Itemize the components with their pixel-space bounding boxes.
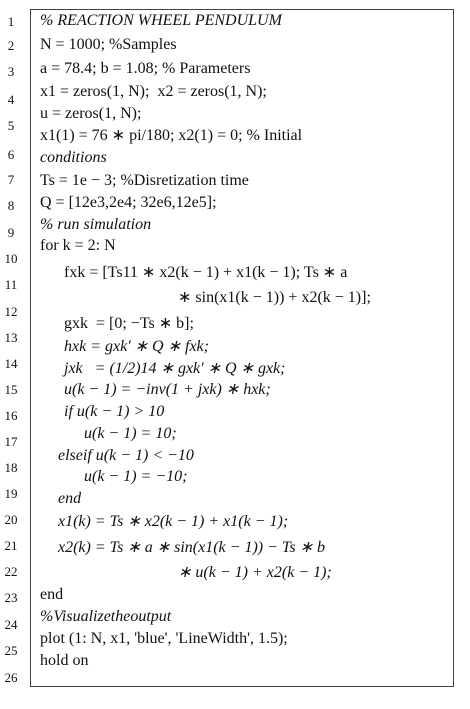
code-line: fxk = [Ts11 ∗ x2(k − 1) + x1(k − 1); Ts ∗ a <box>64 264 348 281</box>
code-line: hold on <box>40 652 89 669</box>
line-number: 23 <box>4 590 18 605</box>
code-line: u = zeros(1, N); <box>40 105 142 122</box>
line-number: 18 <box>4 460 18 475</box>
code-line: if u(k − 1) > 10 <box>64 403 165 420</box>
code-line-comment: conditions <box>40 149 107 166</box>
line-number: 19 <box>4 486 18 501</box>
code-line-comment: %Visualizetheoutput <box>40 608 172 625</box>
code-line: jxk = (1/2)14 ∗ gxk' ∗ Q ∗ gxk; <box>64 360 286 377</box>
code-line: for k = 2: N <box>40 237 116 254</box>
code-line: Ts = 1e − 3; %Disretization time <box>40 172 249 189</box>
code-line-comment: % REACTION WHEEL PENDULUM <box>40 12 282 29</box>
code-line: end <box>40 586 64 603</box>
line-number: 17 <box>4 434 18 449</box>
code-line: Q = [12e3,2e4; 32e6,12e5]; <box>40 194 217 211</box>
line-number: 24 <box>4 617 18 632</box>
code-line: u(k − 1) = 10; <box>84 425 177 442</box>
line-number: 26 <box>4 670 18 685</box>
line-number: 6 <box>7 147 15 162</box>
line-number: 14 <box>4 356 18 371</box>
code-line: u(k − 1) = −10; <box>84 468 188 485</box>
code-line: elseif u(k − 1) < −10 <box>58 447 194 464</box>
line-number: 9 <box>7 225 15 240</box>
line-number: 1 <box>7 14 15 29</box>
line-number: 2 <box>7 38 15 53</box>
code-line: x1(k) = Ts ∗ x2(k − 1) + x1(k − 1); <box>58 513 289 530</box>
line-number: 8 <box>7 198 15 213</box>
code-line: gxk = [0; −Ts ∗ b]; <box>64 315 194 332</box>
line-number: 11 <box>4 277 18 292</box>
code-line-comment: % run simulation <box>40 216 152 233</box>
line-number: 25 <box>4 643 18 658</box>
code-line: ∗ u(k − 1) + x2(k − 1); <box>178 564 332 581</box>
code-line: end <box>58 490 82 507</box>
line-number: 3 <box>7 64 15 79</box>
line-number: 4 <box>7 92 15 107</box>
code-line: plot (1: N, x1, 'blue', 'LineWidth', 1.5); <box>40 630 288 647</box>
line-number: 10 <box>4 251 18 266</box>
line-number: 22 <box>4 564 18 579</box>
code-line: u(k − 1) = −inv(1 + jxk) ∗ hxk; <box>64 381 271 398</box>
code-line: x1 = zeros(1, N); x2 = zeros(1, N); <box>40 83 267 100</box>
code-line: x2(k) = Ts ∗ a ∗ sin(x1(k − 1)) − Ts ∗ b <box>58 539 325 556</box>
code-line: N = 1000; %Samples <box>40 36 177 53</box>
code-line: hxk = gxk' ∗ Q ∗ fxk; <box>64 338 209 355</box>
code-line: ∗ sin(x1(k − 1)) + x2(k − 1)]; <box>178 289 371 306</box>
line-number: 13 <box>4 330 18 345</box>
line-number: 12 <box>4 304 18 319</box>
line-number: 15 <box>4 382 18 397</box>
code-line: a = 78.4; b = 1.08; % Parameters <box>40 60 251 77</box>
line-number: 21 <box>4 538 18 553</box>
line-number: 7 <box>7 172 15 187</box>
line-number: 16 <box>4 408 18 423</box>
code-line: x1(1) = 76 ∗ pi/180; x2(1) = 0; % Initial <box>40 127 303 144</box>
line-number: 20 <box>4 512 18 527</box>
line-number: 5 <box>7 118 15 133</box>
